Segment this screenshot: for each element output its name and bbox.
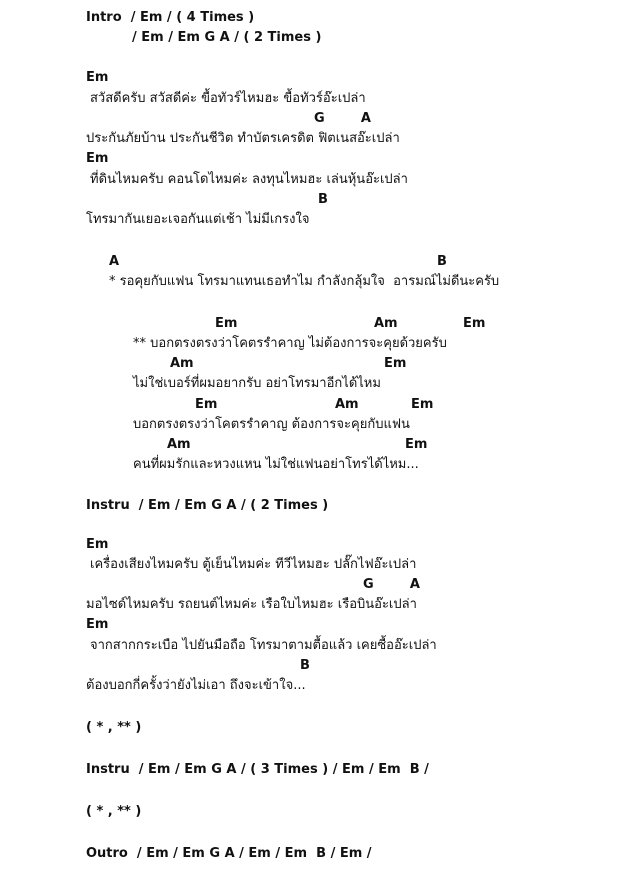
chord-line: Am bbox=[170, 356, 194, 371]
chord-line: B bbox=[437, 254, 447, 269]
chord-line: Em bbox=[215, 316, 238, 331]
lyric-line: จากสากกระเบือ ไปยันมือถือ โทรมาตามตื้อแล้ว เคยซื้ออ๊ะเปล่า bbox=[90, 638, 437, 653]
chord-line: B bbox=[300, 658, 310, 673]
lyric-line: คนที่ผมรักและหวงแหน ไม่ใช่แฟนอย่าโทรได้ไหม... bbox=[133, 457, 419, 472]
lyric-line: ประกันภัยบ้าน ประกันชีวิต ทำบัตรเครดิต ฟิตเนสอ๊ะเปล่า bbox=[86, 131, 400, 146]
chord-line: Em bbox=[195, 397, 218, 412]
lyric-line: ไม่ใช่เบอร์ที่ผมอยากรับ อย่าโทรมาอีกได้ไหม bbox=[133, 376, 381, 391]
chord-line: Em bbox=[384, 356, 407, 371]
lyric-line: บอกตรงตรงว่าโคตรรำคาญ ต้องการจะคุยกับแฟน bbox=[133, 417, 410, 432]
chord-line: Am bbox=[374, 316, 398, 331]
chord-line: Em bbox=[86, 151, 109, 166]
chord-line: G A bbox=[314, 111, 371, 126]
lyric-line: ต้องบอกกี่ครั้งว่ายังไม่เอา ถึงจะเข้าใจ... bbox=[86, 678, 306, 693]
chord-line: Am bbox=[167, 437, 191, 452]
chord-line: Outro / Em / Em G A / Em / Em B / Em / bbox=[86, 846, 372, 861]
chord-line: ( * , ** ) bbox=[86, 720, 142, 735]
chord-line: Em bbox=[86, 537, 109, 552]
chord-line: Em bbox=[86, 617, 109, 632]
lyric-line: เครื่องเสียงไหมครับ ตู้เย็นไหมค่ะ ทีวีไหมฮะ ปลั๊กไฟอ๊ะเปล่า bbox=[90, 557, 417, 572]
lyric-line: สวัสดีครับ สวัสดีค่ะ ขื้อทัวร์ไหมฮะ ขื้อทัวร์อ๊ะเปล่า bbox=[90, 91, 366, 106]
lyric-line: มอไซด์ไหมครับ รถยนต์ไหมค่ะ เรือใบไหมฮะ เรือบินอ๊ะเปล่า bbox=[86, 597, 417, 612]
chord-line: Em bbox=[411, 397, 434, 412]
chord-line: Instru / Em / Em G A / ( 3 Times ) / Em / Em B / bbox=[86, 762, 429, 777]
chord-line: Em bbox=[405, 437, 428, 452]
chord-line: Intro / Em / ( 4 Times ) bbox=[86, 10, 255, 25]
chord-line: / Em / Em G A / ( 2 Times ) bbox=[132, 30, 322, 45]
lyric-line: * รอคุยกับแฟน โทรมาแทนเธอทำไม กำลังกลุ้มใจ อารมณ์ไม่ดีนะครับ bbox=[109, 274, 500, 289]
chord-line: B bbox=[318, 192, 328, 207]
chord-line: A bbox=[109, 254, 120, 269]
lyric-line: ** บอกตรงตรงว่าโคตรรำคาญ ไม่ต้องการจะคุยด้วยครับ bbox=[133, 336, 447, 351]
chord-line: Instru / Em / Em G A / ( 2 Times ) bbox=[86, 498, 329, 513]
lyric-line: โทรมากันเยอะเจอกันแต่เช้า ไม่มีเกรงใจ bbox=[86, 212, 310, 227]
chord-line: Am bbox=[335, 397, 359, 412]
chord-line: ( * , ** ) bbox=[86, 804, 142, 819]
chord-line: G A bbox=[363, 577, 420, 592]
chord-line: Em bbox=[86, 70, 109, 85]
lyric-line: ที่ดินไหมครับ คอนโดไหมค่ะ ลงทุนไหมฮะ เล่นหุ้นอ๊ะเปล่า bbox=[90, 172, 408, 187]
chord-line: Em bbox=[463, 316, 486, 331]
